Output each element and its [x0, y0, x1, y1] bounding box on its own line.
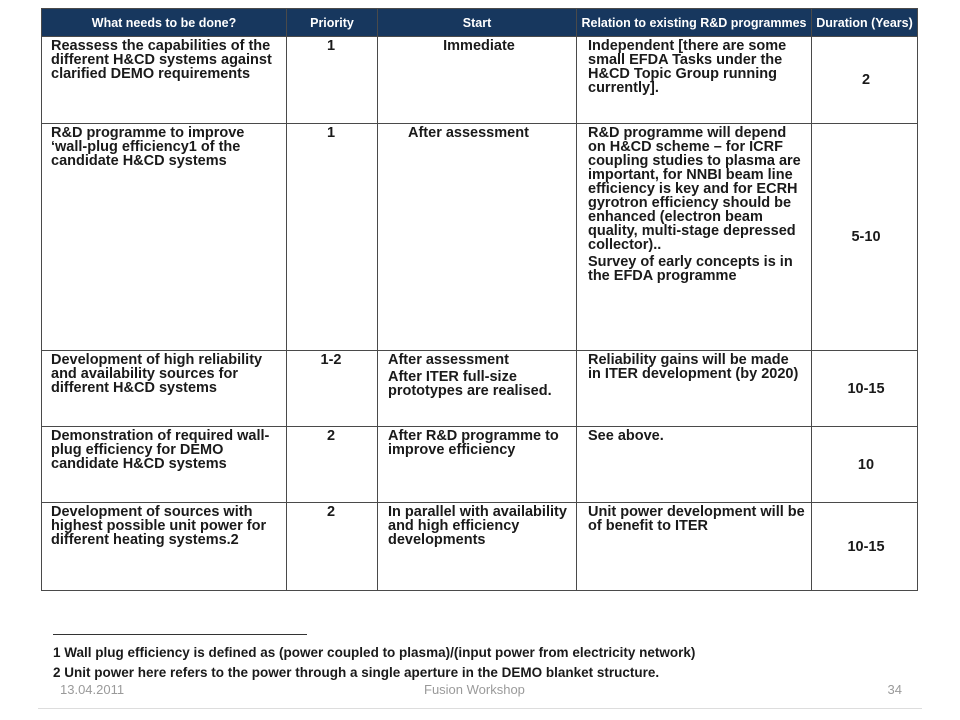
cell-priority: 1-2: [287, 351, 378, 427]
cell-start: [378, 351, 577, 427]
slide-footer: [0, 678, 960, 702]
table-row: [42, 503, 918, 591]
footnote-1: 1 Wall plug efficiency is defined as (power coupled to plasma)/(input power from electricity network): [53, 645, 696, 660]
cell-duration: 2: [812, 37, 918, 124]
footer-date: 13.04.2011: [60, 682, 125, 697]
cell-start: [378, 37, 577, 124]
cell-start-text: After assessment: [388, 352, 509, 368]
header-duration: Duration (Years): [812, 9, 918, 37]
cell-relation: [577, 351, 812, 427]
cell-what: Reassess the capabilities of the different H&CD systems against clarified DEMO requirements: [42, 37, 287, 124]
cell-priority: 2: [287, 503, 378, 591]
table-header-row: [42, 9, 918, 37]
cell-what: Development of high reliability and availability sources for different H&CD systems: [42, 351, 287, 427]
cell-start-text: After R&D programme to improve efficiency: [388, 428, 559, 458]
cell-what: R&D programme to improve ‘wall-plug efficiency1 of the candidate H&CD systems: [42, 124, 287, 351]
cell-relation-text: Unit power development will be of benefit to ITER: [588, 504, 805, 534]
cell-duration: 10-15: [812, 351, 918, 427]
table-row: [42, 351, 918, 427]
cell-what: Development of sources with highest possible unit power for different heating systems.2: [42, 503, 287, 591]
cell-priority: 1: [287, 37, 378, 124]
cell-relation-text: See above.: [588, 428, 664, 444]
cell-duration: 5-10: [812, 124, 918, 351]
cell-relation-text: R&D programme will depend on H&CD scheme – for ICRF coupling studies to plasma are important, for NNBI beam line efficiency is key and for ECRH gyrotron efficiency should be enhanced (electron beam quality, multi-stage depressed collector)..: [588, 125, 801, 253]
cell-start-text: After assessment: [408, 125, 529, 141]
cell-relation: [577, 37, 812, 124]
cell-priority: 2: [287, 427, 378, 503]
cell-duration: 10: [812, 427, 918, 503]
cell-relation: [577, 427, 812, 503]
cell-start-note: After ITER full-size prototypes are realised.: [388, 369, 552, 399]
cell-relation: [577, 124, 812, 351]
table-row: [42, 427, 918, 503]
footer-title: Fusion Workshop: [424, 682, 525, 697]
table-row: [42, 124, 918, 351]
table-row: [42, 37, 918, 124]
cell-relation: [577, 503, 812, 591]
cell-what: Demonstration of required wall-plug efficiency for DEMO candidate H&CD systems: [42, 427, 287, 503]
header-start: Start: [378, 9, 577, 37]
cell-relation-note: Survey of early concepts is in the EFDA programme: [588, 254, 793, 284]
cell-start-text: In parallel with availability and high efficiency developments: [388, 504, 567, 548]
page-number: 34: [887, 682, 902, 697]
header-relation: Relation to existing R&D programmes: [577, 9, 812, 37]
bottom-divider: [38, 708, 922, 709]
header-priority: Priority: [287, 9, 378, 37]
cell-relation-text: Independent [there are some small EFDA Tasks under the H&CD Topic Group running currently].: [588, 38, 787, 96]
header-what: What needs to be done?: [42, 9, 287, 37]
rd-requirements-table: [41, 8, 918, 591]
cell-start: [378, 503, 577, 591]
cell-start-text: Immediate: [443, 38, 515, 54]
cell-duration: 10-15: [812, 503, 918, 591]
cell-relation-text: Reliability gains will be made in ITER development (by 2020): [588, 352, 799, 382]
cell-priority: 1: [287, 124, 378, 351]
footnote-2: 2 Unit power here refers to the power through a single aperture in the DEMO blanket structure.: [53, 665, 660, 680]
footnote-divider: [53, 634, 307, 635]
cell-start: [378, 427, 577, 503]
cell-start: [378, 124, 577, 351]
